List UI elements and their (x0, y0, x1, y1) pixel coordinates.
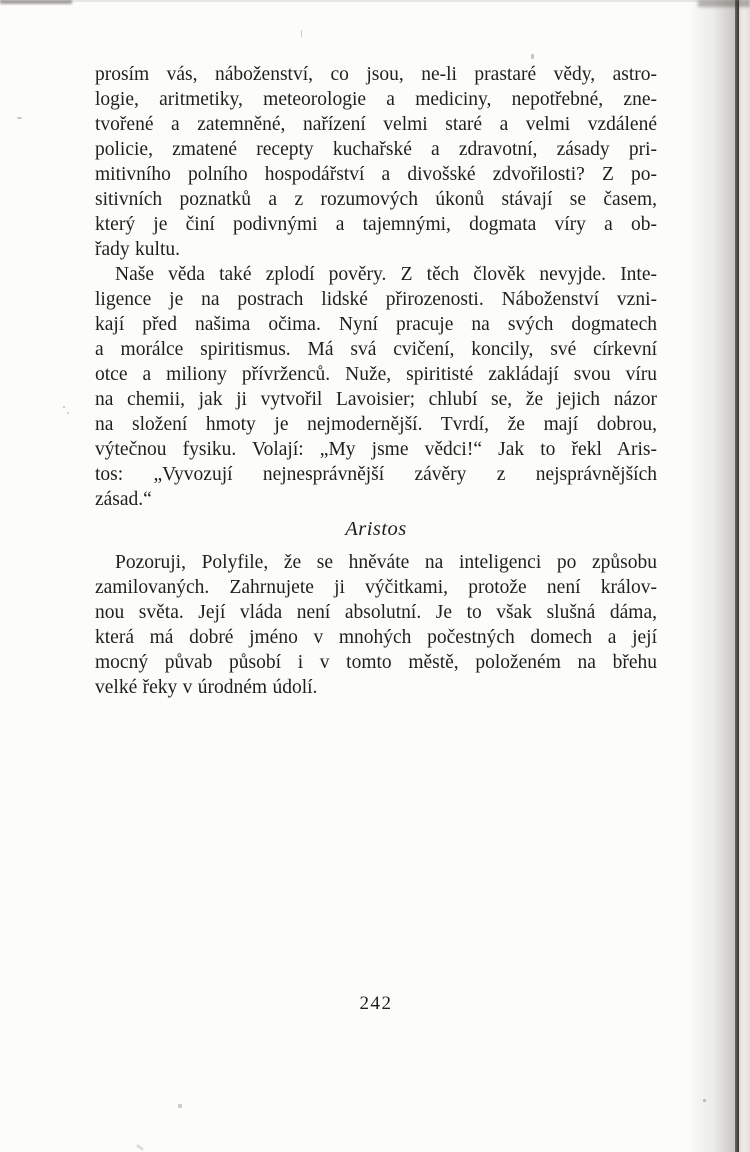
text-line: sitivních poznatků a z rozumových úkonů stávají se časem, (95, 189, 657, 210)
text-line: policie, zmatené recepty kuchařské a zdravotní, zásady pri- (95, 139, 657, 160)
scan-speck (63, 406, 65, 408)
text-line: na složení hmoty je nejmodernější. Tvrdí, že mají dobrou, (95, 414, 657, 435)
scan-speck (703, 1099, 706, 1102)
text-line: která má dobré jméno v mnohých počestných domech a její (95, 627, 657, 648)
paragraph (95, 62, 657, 262)
text-line: zamilovaných. Zahrnujete ji výčitkami, protože není králov- (95, 577, 657, 598)
text-line: a morálce spiritismus. Má svá cvičení, koncily, své církevní (95, 339, 657, 360)
page-edge-shading (687, 0, 735, 1152)
text-line: ligence je na postrach lidské přirozenosti. Náboženství vzni- (95, 289, 657, 310)
page-edge-margin (739, 0, 750, 1152)
text-line: logie, aritmetiky, meteorologie a mediciny, nepotřebné, zne- (95, 89, 657, 110)
text-line: na chemii, jak ji vytvořil Lavoisier; chlubí se, že jejich názor (95, 389, 657, 410)
text-line: otce a miliony přívrženců. Nuže, spiritisté zakládají svou víru (95, 364, 657, 385)
scan-speck (178, 1104, 182, 1108)
text-line: který je činí podivnými a tajemnými, dogmata víry a ob- (95, 214, 657, 235)
text-line: Naše věda také zplodí pověry. Z těch člověk nevyjde. Inte- (115, 264, 657, 285)
scan-top-edge (0, 0, 750, 2)
text-line: tos: „Vyvozují nejnesprávnější závěry z nejsprávnějších (95, 464, 657, 485)
text-line: řady kultu. (95, 239, 180, 260)
text-line: nou světa. Její vláda není absolutní. Je to však slušná dáma, (95, 602, 657, 623)
text-line: mocný půvab působí i v tomto městě, položeném na břehu (95, 652, 657, 673)
paragraph (95, 262, 657, 512)
text-line: zásad.“ (95, 489, 152, 510)
paragraph (95, 550, 657, 700)
scan-speck (531, 54, 534, 59)
scan-speck (136, 1144, 144, 1151)
text-line: kají před našima očima. Nyní pracuje na svých dogmatech (95, 314, 657, 335)
page-number: 242 (359, 993, 393, 1014)
text-line: tvořené a zatemněné, nařízení velmi staré a velmi vzdálené (95, 114, 657, 135)
text-line: prosím vás, náboženství, co jsou, ne-li prastaré vědy, astro- (95, 64, 657, 85)
text-line: výtečnou fysiku. Volají: „My jsme vědci!“ Jak to řekl Aris- (95, 439, 657, 460)
text-line: Pozoruji, Polyfile, že se hněváte na inteligenci po způsobu (115, 552, 657, 573)
scan-speck (17, 117, 22, 119)
scan-speck (301, 30, 302, 37)
scan-speck (67, 412, 69, 414)
text-line: velké řeky v úrodném údolí. (95, 677, 318, 698)
section-heading: Aristos (345, 518, 407, 540)
text-column (95, 62, 657, 700)
text-line: mitivního polního hospodářství a divošské zdvořilosti? Z po- (95, 164, 657, 185)
